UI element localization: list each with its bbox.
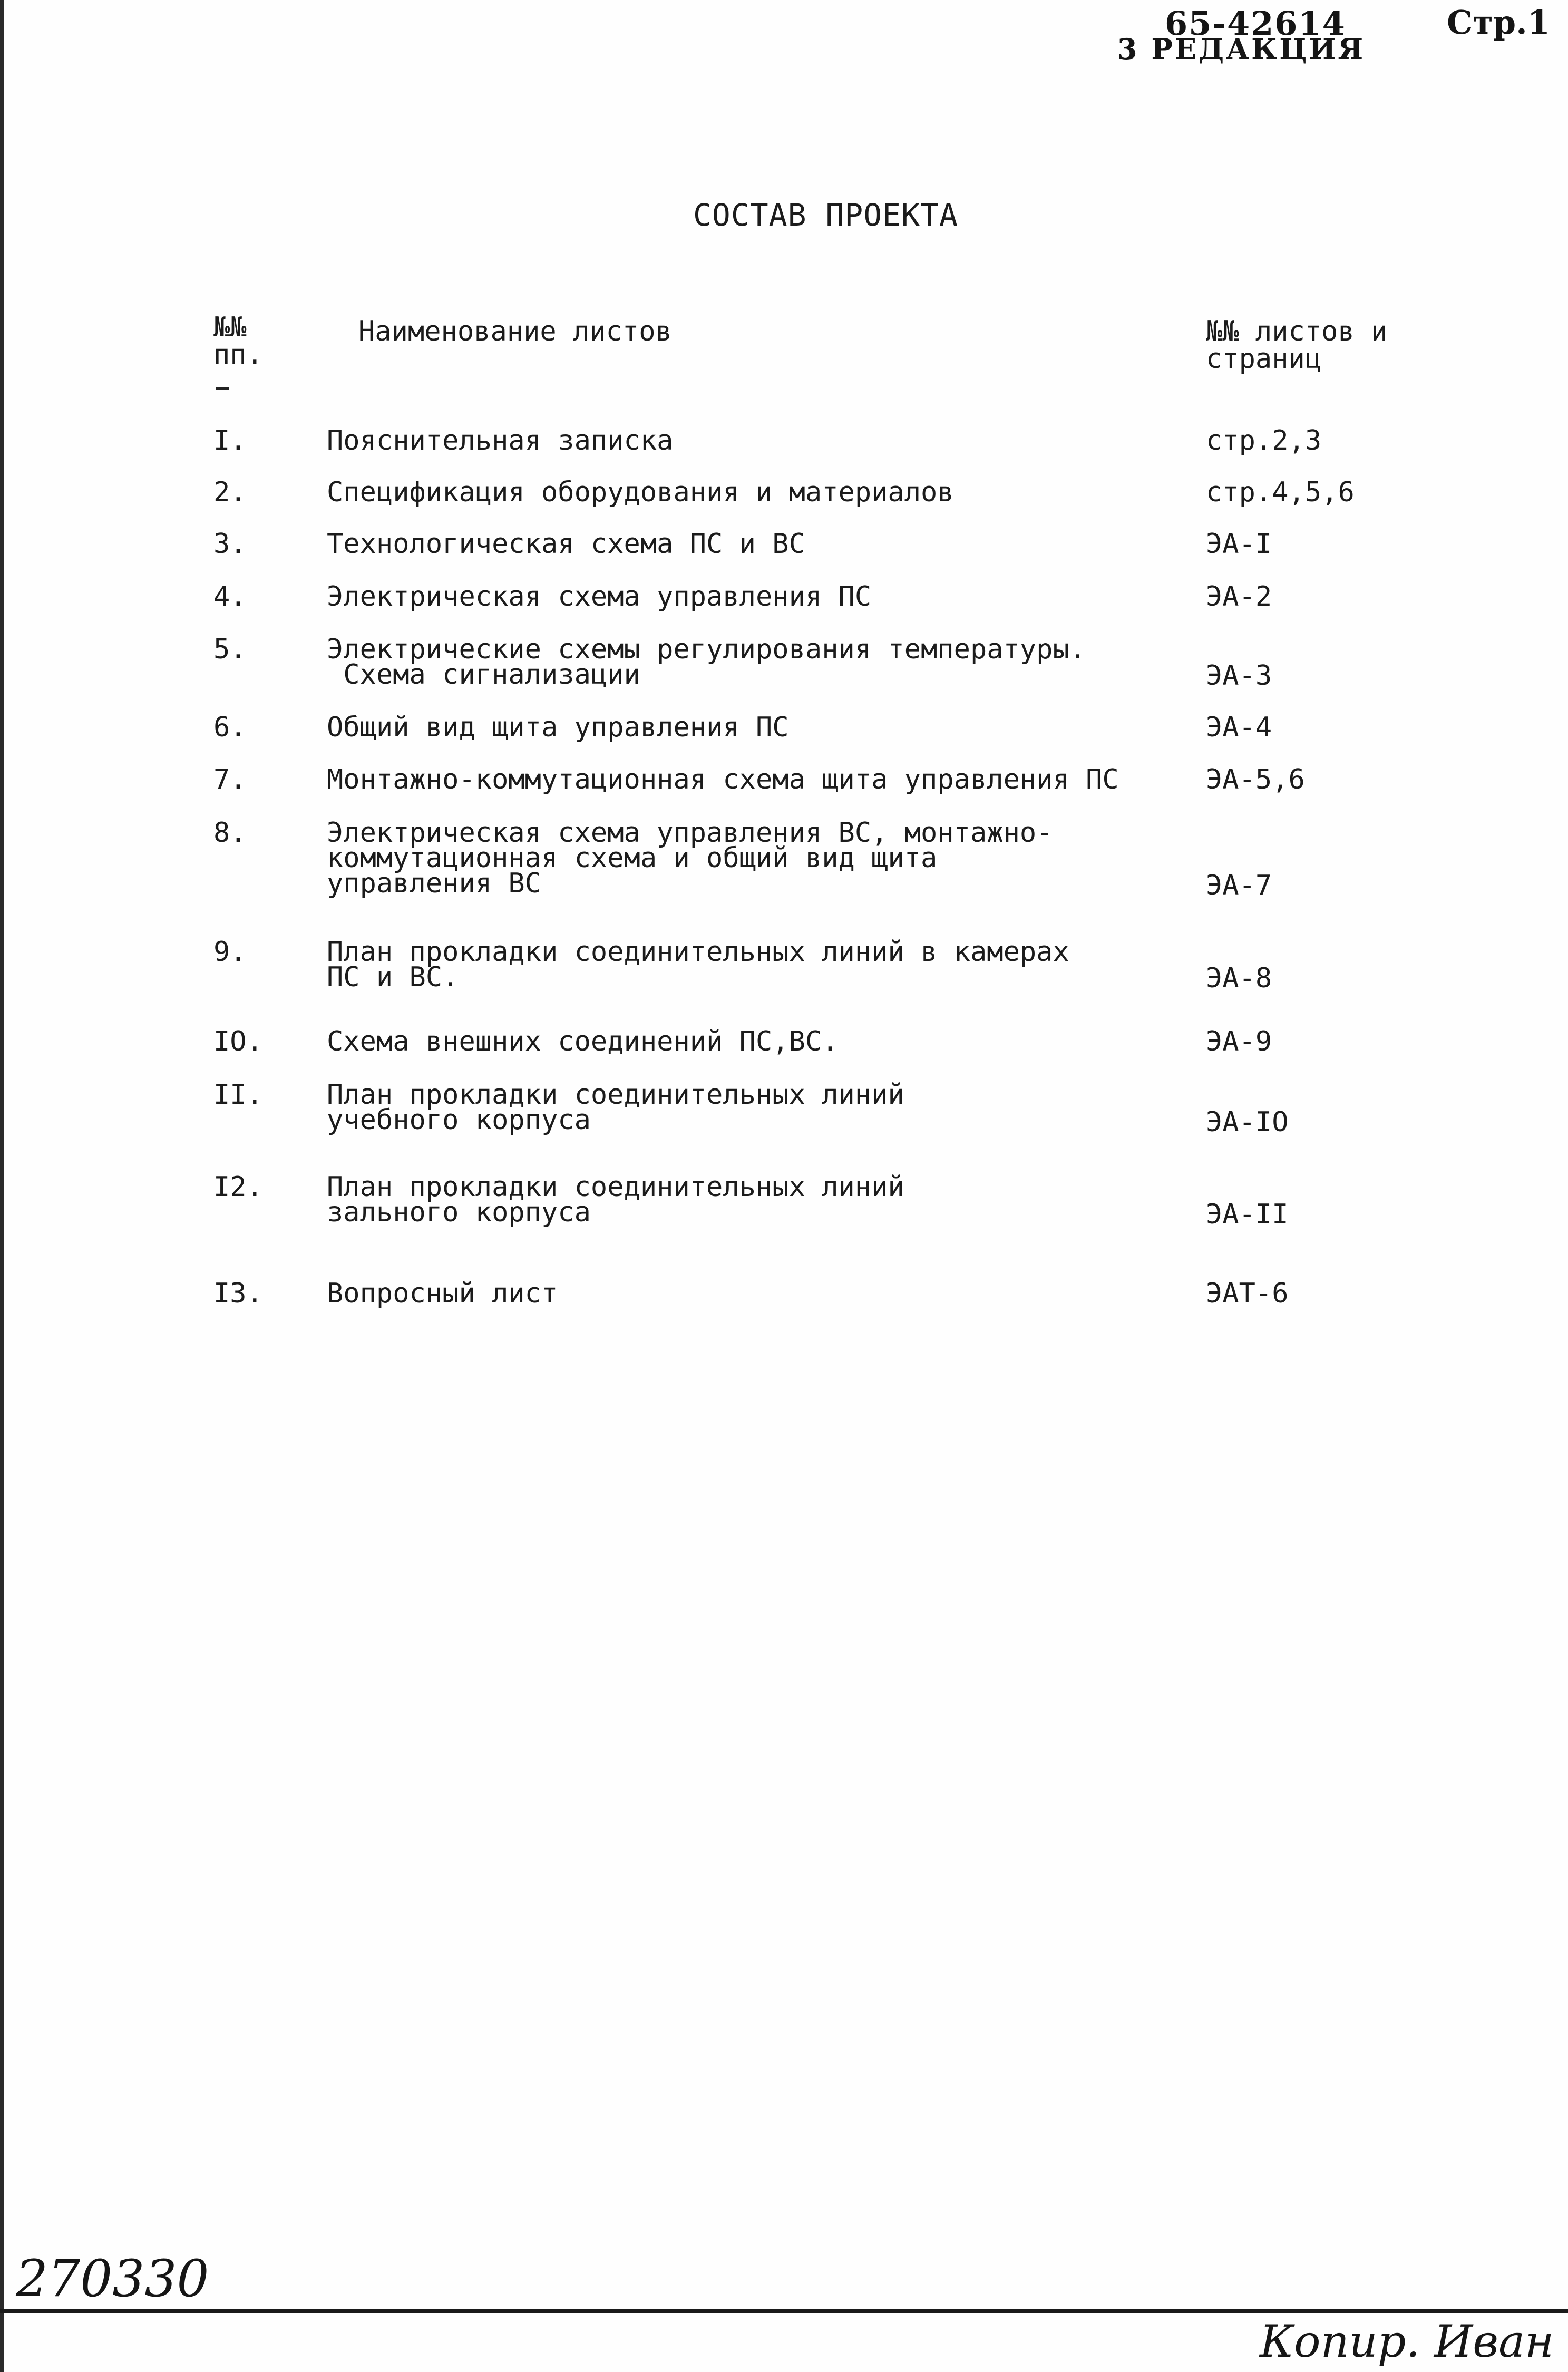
row-name: Спецификация оборудования и материалов xyxy=(327,477,954,508)
row-sheet: ЭА-8 xyxy=(1206,963,1272,994)
page-title: СОСТАВ ПРОЕКТА xyxy=(693,197,958,233)
handwritten-signature: Копир. Иван xyxy=(1260,2316,1554,2367)
document-number: 65-42614 xyxy=(1165,4,1346,43)
row-name: План прокладки соединительных линий учебного корпуса xyxy=(327,1079,904,1136)
row-sheet: ЭА-IO xyxy=(1206,1106,1289,1138)
page-number: Стр.1 xyxy=(1447,3,1550,42)
row-sheet: стр.4,5,6 xyxy=(1206,477,1355,508)
row-name: Монтажно-коммутационная схема щита управления ПС xyxy=(327,764,1119,795)
row-sheet: ЭА-II xyxy=(1206,1199,1289,1230)
handwritten-stamp-number: 270330 xyxy=(16,2249,209,2308)
row-name: Электрическая схема управления ВС, монтажно- коммутационная схема и общий вид щита управления ВС xyxy=(327,817,1053,899)
row-sheet: ЭА-7 xyxy=(1206,870,1272,901)
row-name: Электрические схемы регулирования температуры. Схема сигнализации xyxy=(327,634,1086,691)
row-number: 9. xyxy=(213,936,247,968)
row-sheet: ЭА-4 xyxy=(1206,712,1272,743)
edition-mark: 3 РЕДАКЦИЯ xyxy=(1117,32,1366,66)
row-name: План прокладки соединительных линий в камерах ПС и ВС. xyxy=(327,936,1069,993)
row-number: II. xyxy=(213,1079,263,1111)
row-number: 8. xyxy=(213,817,247,849)
header-dash xyxy=(216,387,229,390)
page-left-border xyxy=(0,0,4,2372)
column-header-number: №№ пп. xyxy=(213,312,263,371)
row-name: Схема внешних соединений ПС,ВС. xyxy=(327,1026,839,1057)
row-number: IO. xyxy=(213,1026,263,1057)
row-number: 4. xyxy=(213,581,247,613)
row-name: Общий вид щита управления ПС xyxy=(327,712,789,743)
row-number: 7. xyxy=(213,764,247,795)
row-sheet: ЭА-3 xyxy=(1206,660,1272,692)
row-number: 5. xyxy=(213,634,247,665)
bottom-rule xyxy=(0,2309,1568,2313)
row-number: 3. xyxy=(213,528,247,560)
row-number: I. xyxy=(213,425,247,456)
row-number: I2. xyxy=(213,1171,263,1203)
row-sheet: ЭАТ-6 xyxy=(1206,1278,1289,1309)
row-sheet: ЭА-9 xyxy=(1206,1026,1272,1057)
row-number: 6. xyxy=(213,712,247,743)
row-sheet: ЭА-I xyxy=(1206,528,1272,560)
column-header-sheets: №№ листов и страниц xyxy=(1206,316,1388,375)
row-name: Электрическая схема управления ПС xyxy=(327,581,872,613)
row-name: Вопросный лист xyxy=(327,1278,558,1309)
row-sheet: стр.2,3 xyxy=(1206,425,1322,456)
row-number: I3. xyxy=(213,1278,263,1309)
row-name: План прокладки соединительных линий зального корпуса xyxy=(327,1171,904,1228)
row-number: 2. xyxy=(213,477,247,508)
row-sheet: ЭА-5,6 xyxy=(1206,764,1305,795)
column-header-name: Наименование листов xyxy=(358,316,672,347)
row-sheet: ЭА-2 xyxy=(1206,581,1272,613)
row-name: Технологическая схема ПС и ВС xyxy=(327,528,805,560)
row-name: Пояснительная записка xyxy=(327,425,674,456)
